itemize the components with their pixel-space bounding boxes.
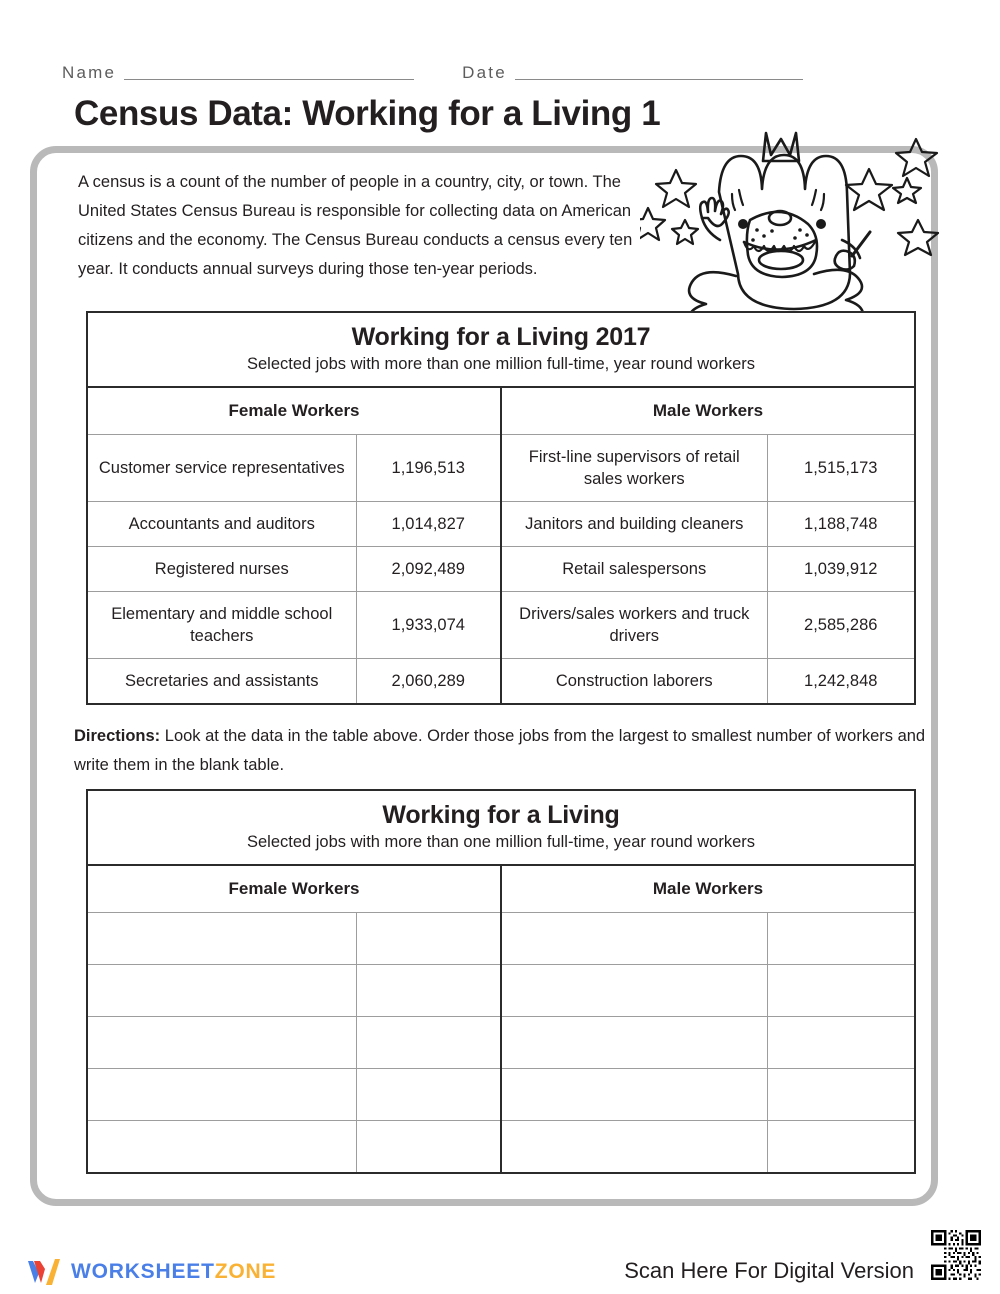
answer-female-job-cell[interactable] bbox=[87, 913, 356, 965]
answer-table-subtitle: Selected jobs with more than one million full-time, year round workers bbox=[246, 833, 756, 851]
answer-male-job-cell[interactable] bbox=[501, 913, 767, 965]
brand-logo[interactable] bbox=[26, 1252, 276, 1292]
female-job: Accountants and auditors bbox=[87, 502, 356, 547]
answer-female-job-cell[interactable] bbox=[87, 1069, 356, 1121]
answer-table bbox=[86, 789, 916, 1174]
directions-text: Look at the data in the table above. Order those jobs from the largest to smallest number of workers and write them in the blank table. bbox=[74, 727, 926, 774]
date-label: Date bbox=[462, 63, 507, 82]
answer-female-count-cell[interactable] bbox=[356, 1017, 501, 1069]
date-write-line[interactable] bbox=[515, 79, 803, 80]
answer-male-count-cell[interactable] bbox=[767, 1121, 915, 1173]
female-count: 1,933,074 bbox=[356, 592, 501, 659]
male-job: First-line supervisors of retail sales workers bbox=[501, 435, 767, 502]
male-count: 1,188,748 bbox=[767, 502, 915, 547]
name-write-line[interactable] bbox=[124, 79, 414, 80]
answer-table-title-row bbox=[87, 790, 915, 865]
table-row bbox=[87, 435, 915, 502]
female-count: 2,060,289 bbox=[356, 659, 501, 705]
answer-female-count-cell[interactable] bbox=[356, 1069, 501, 1121]
page-title: Census Data: Working for a Living 1 bbox=[74, 94, 661, 133]
data-table-subtitle: Selected jobs with more than one million full-time, year round workers bbox=[246, 355, 756, 373]
answer-female-count-cell[interactable] bbox=[356, 965, 501, 1017]
table-row bbox=[87, 592, 915, 659]
answer-female-count-cell[interactable] bbox=[356, 913, 501, 965]
female-count: 1,014,827 bbox=[356, 502, 501, 547]
answer-table-title-cell bbox=[87, 790, 915, 865]
intro-paragraph bbox=[78, 168, 648, 284]
answer-male-count-cell[interactable] bbox=[767, 965, 915, 1017]
answer-male-job-cell[interactable] bbox=[501, 1069, 767, 1121]
directions bbox=[74, 722, 934, 780]
answer-male-count-cell[interactable] bbox=[767, 913, 915, 965]
answer-male-job-cell[interactable] bbox=[501, 965, 767, 1017]
answer-table-title: Working for a Living bbox=[382, 801, 620, 829]
brand-zone: ZONE bbox=[214, 1260, 277, 1283]
answer-female-job-cell[interactable] bbox=[87, 1017, 356, 1069]
data-table-title-cell bbox=[87, 312, 915, 387]
answer-female-job-cell[interactable] bbox=[87, 1121, 356, 1173]
answer-female-count-cell[interactable] bbox=[356, 1121, 501, 1173]
list-item bbox=[87, 965, 915, 1017]
female-job: Registered nurses bbox=[87, 547, 356, 592]
female-job: Customer service representatives bbox=[87, 435, 356, 502]
male-count: 2,585,286 bbox=[767, 592, 915, 659]
data-table-title-row bbox=[87, 312, 915, 387]
data-table-header-row bbox=[87, 387, 915, 435]
answer-male-job-cell[interactable] bbox=[501, 1017, 767, 1069]
data-table-header-male: Male Workers bbox=[501, 387, 915, 435]
directions-label: Directions: bbox=[74, 727, 161, 745]
data-table-title: Working for a Living 2017 bbox=[351, 323, 651, 351]
male-count: 1,242,848 bbox=[767, 659, 915, 705]
list-item bbox=[87, 1069, 915, 1121]
female-count: 1,196,513 bbox=[356, 435, 501, 502]
worksheetzone-logo-icon bbox=[26, 1255, 64, 1289]
name-label: Name bbox=[62, 63, 117, 82]
list-item bbox=[87, 1121, 915, 1173]
female-count: 2,092,489 bbox=[356, 547, 501, 592]
male-count: 1,515,173 bbox=[767, 435, 915, 502]
data-table bbox=[86, 311, 916, 705]
answer-female-job-cell[interactable] bbox=[87, 965, 356, 1017]
name-date-row bbox=[62, 54, 918, 84]
answer-male-count-cell[interactable] bbox=[767, 1069, 915, 1121]
data-table-header-female: Female Workers bbox=[87, 387, 501, 435]
male-count: 1,039,912 bbox=[767, 547, 915, 592]
intro-text: A census is a count of the number of people in a country, city, or town. The United States Census Bureau is responsible for collecting data on American citizens and the economy. The Census Bureau conducts a census every ten year. It conducts annual surveys during those ten-year periods. bbox=[78, 173, 633, 278]
female-job: Secretaries and assistants bbox=[87, 659, 356, 705]
male-job: Retail salespersons bbox=[501, 547, 767, 592]
qr-code[interactable] bbox=[929, 1228, 983, 1282]
male-job: Janitors and building cleaners bbox=[501, 502, 767, 547]
list-item bbox=[87, 1017, 915, 1069]
answer-male-job-cell[interactable] bbox=[501, 1121, 767, 1173]
male-job: Drivers/sales workers and truck drivers bbox=[501, 592, 767, 659]
female-job: Elementary and middle school teachers bbox=[87, 592, 356, 659]
brand-worksheet: WORKSHEET bbox=[71, 1260, 215, 1283]
table-row bbox=[87, 502, 915, 547]
scan-instruction: Scan Here For Digital Version bbox=[624, 1258, 914, 1283]
answer-table-header-row bbox=[87, 865, 915, 913]
answer-male-count-cell[interactable] bbox=[767, 1017, 915, 1069]
answer-table-header-female: Female Workers bbox=[87, 865, 501, 913]
answer-table-header-male: Male Workers bbox=[501, 865, 915, 913]
table-row bbox=[87, 547, 915, 592]
list-item bbox=[87, 913, 915, 965]
male-job: Construction laborers bbox=[501, 659, 767, 705]
table-row bbox=[87, 659, 915, 705]
brand-wordmark bbox=[71, 1260, 276, 1284]
